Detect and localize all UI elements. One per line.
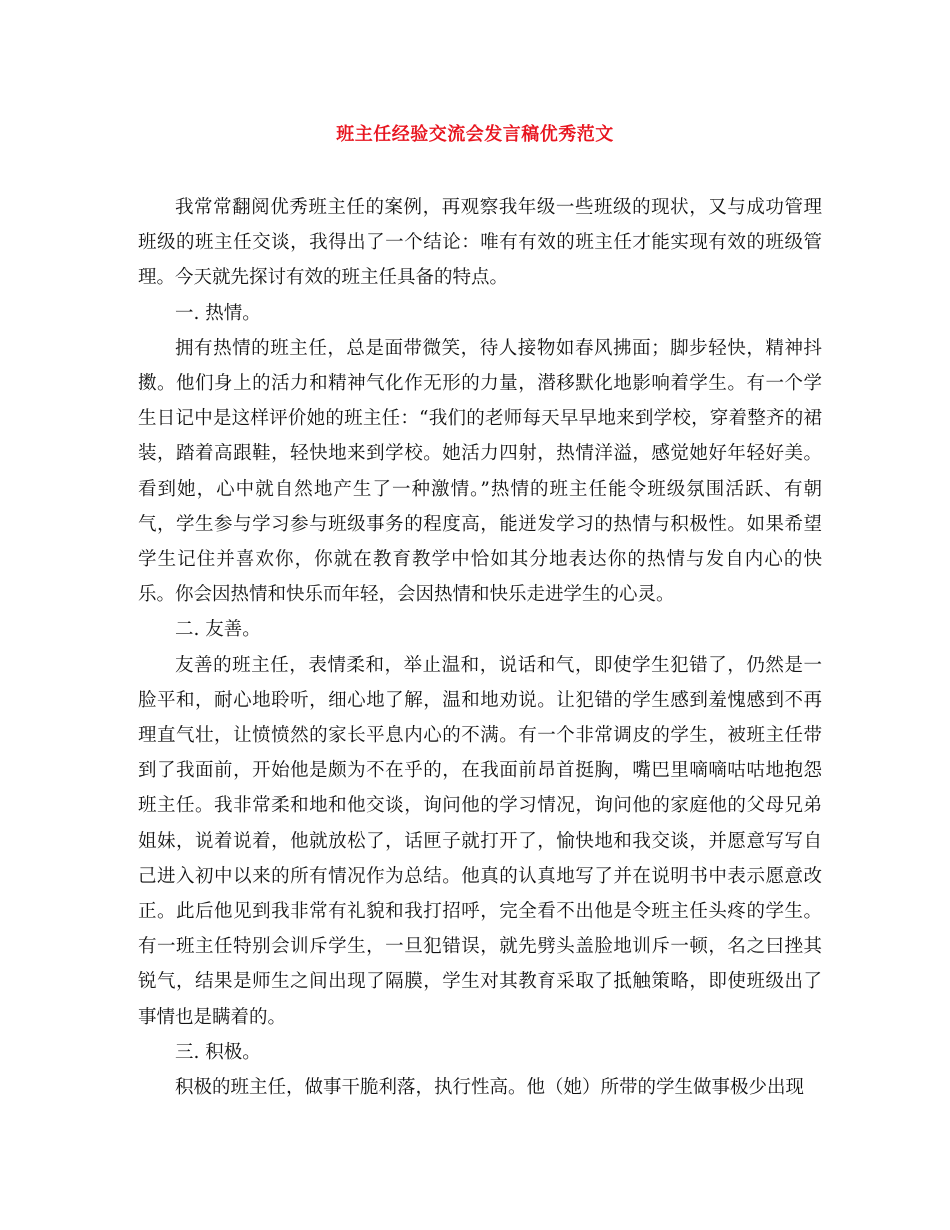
document-title: 班主任经验交流会发言稿优秀范文 (336, 124, 614, 145)
intro-paragraph: 我常常翻阅优秀班主任的案例，再观察我年级一些班级的现状，又与成功管理班级的班主任交谈，我得出了一个结论：唯有有效的班主任才能实现有效的班级管理。今天就先探讨有效的班主任具备的特点。 (138, 197, 822, 289)
section-heading-enthusiasm: 一. 热情。 (175, 302, 261, 324)
enthusiasm-paragraph: 拥有热情的班主任，总是面带微笑，待人接物如春风拂面；脚步轻快，精神抖擞。他们身上的活力和精神气化作无形的力量，潜移默化地影响着学生。有一个学生日记中是这样评价她的班主任：“我们的老师每天早早地来到学校，穿着整齐的裙装，踏着高跟鞋，轻快地来到学校。她活力四射，热情洋溢，感觉她好年轻好美。看到她，心中就自然地产生了一种激情。”热情的班主任能令班级氛围活跃、有朝气，学生参与学习参与班级事务的程度高，能迸发学习的热情与积极性。如果希望学生记住并喜欢你，你就在教育教学中恰如其分地表达你的热情与发自内心的快乐。你会因热情和快乐而年轻，会因热情和快乐走进学生的心灵。 (138, 337, 822, 606)
positivity-paragraph: 积极的班主任，做事干脆利落，执行性高。他（她）所带的学生做事极少出现 (175, 1077, 805, 1099)
document-body (138, 190, 822, 1105)
friendliness-paragraph: 友善的班主任，表情柔和，举止温和，说话和气，即使学生犯错了，仍然是一脸平和，耐心地聆听，细心地了解，温和地劝说。让犯错的学生感到羞愧感到不再理直气壮，让愤愤然的家长平息内心的不满。有一个非常调皮的学生，被班主任带到了我面前，开始他是颇为不在乎的，在我面前昂首挺胸，嘴巴里嘀嘀咕咕地抱怨班主任。我非常柔和地和他交谈，询问他的学习情况，询问他的家庭他的父母兄弟姐妹，说着说着，他就放松了，话匣子就打开了，愉快地和我交谈，并愿意写写自己进入初中以来的所有情况作为总结。他真的认真地写了并在说明书中表示愿意改正。此后他见到我非常有礼貌和我打招呼，完全看不出他是令班主任头疼的学生。有一班主任特别会训斥学生，一旦犯错误，就先劈头盖脸地训斥一顿，名之曰挫其锐气，结果是师生之间出现了隔膜，学生对其教育采取了抵触策略，即使班级出了事情也是瞒着的。 (138, 654, 822, 1028)
section-heading-positivity: 三. 积极。 (175, 1041, 261, 1063)
section-heading-friendliness: 二. 友善。 (175, 619, 261, 641)
